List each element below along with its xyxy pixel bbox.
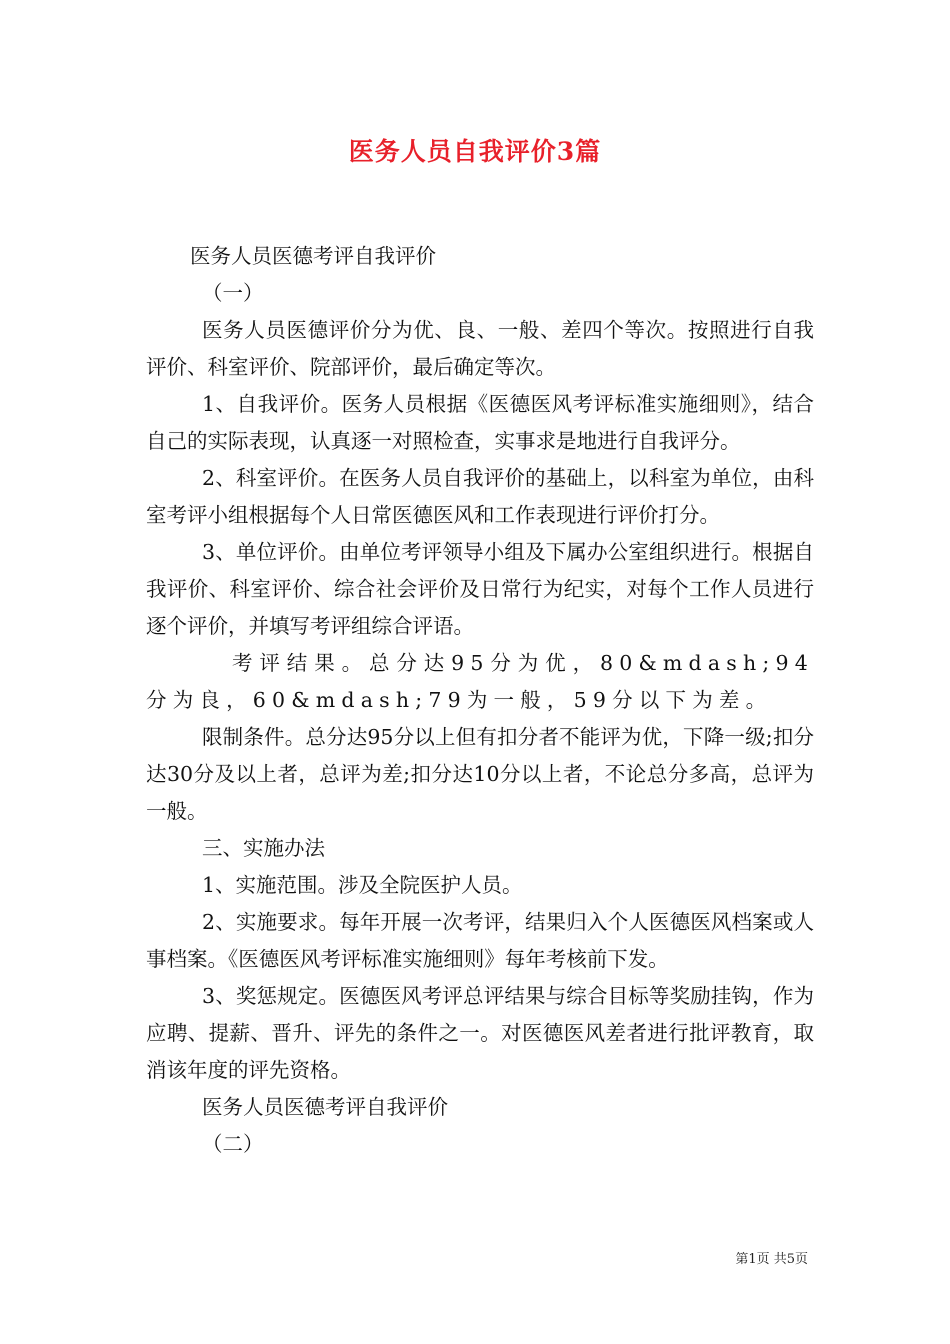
body-paragraph: 2、科室评价。在医务人员自我评价的基础上，以科室为单位，由科室考评小组根据每个人日常医德医风和工作表现进行评价打分。 xyxy=(146,466,814,527)
section-number: （二） xyxy=(202,1132,264,1156)
document-title: 医务人员自我评价3篇 xyxy=(348,137,602,166)
body-paragraph: 3、奖惩规定。医德医风考评总评结果与综合目标等奖励挂钩，作为应聘、提薪、晋升、评先的条件之一。对医德医风差者进行批评教育，取消该年度的评先资格。 xyxy=(146,984,814,1082)
body-paragraph: 1、自我评价。医务人员根据《医德医风考评标准实施细则》，结合自己的实际表现，认真逐一对照检查，实事求是地进行自我评分。 xyxy=(146,392,814,453)
section-heading: 医务人员医德考评自我评价 xyxy=(190,244,436,268)
body-paragraph: 医务人员医德评价分为优、良、一般、差四个等次。按照进行自我评价、科室评价、院部评价，最后确定等次。 xyxy=(146,318,814,379)
document-body xyxy=(146,238,814,1163)
page-number: 第1页 共5页 xyxy=(735,1252,808,1267)
body-paragraph: 3、单位评价。由单位考评领导小组及下属办公室组织进行。根据自我评价、科室评价、综合社会评价及日常行为纪实，对每个工作人员进行逐个评价，并填写考评组综合评语。 xyxy=(146,540,814,638)
body-paragraph: 考评结果。总分达95分为优，80&mdash;94分为良，60&mdash;79为一般，59分以下为差。 xyxy=(146,651,814,712)
body-paragraph: 2、实施要求。每年开展一次考评，结果归入个人医德医风档案或人事档案。《医德医风考评标准实施细则》每年考核前下发。 xyxy=(146,910,814,971)
body-paragraph: 限制条件。总分达95分以上但有扣分者不能评为优，下降一级;扣分达30分及以上者，总评为差;扣分达10分以上者，不论总分多高，总评为一般。 xyxy=(146,725,814,823)
section-heading: 三、实施办法 xyxy=(202,836,325,860)
section-heading: 医务人员医德考评自我评价 xyxy=(202,1095,448,1119)
body-paragraph: 1、实施范围。涉及全院医护人员。 xyxy=(202,873,523,897)
section-number: （一） xyxy=(202,281,264,305)
